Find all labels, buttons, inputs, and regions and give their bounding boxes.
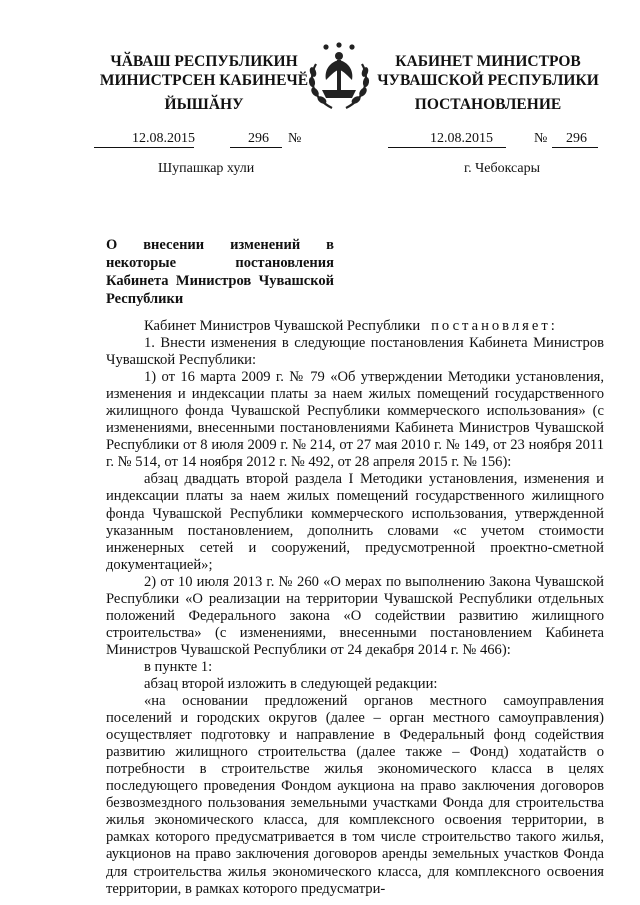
header-left-line-1: ЧӐВАШ РЕСПУБЛИКИН	[110, 53, 298, 70]
intro-text: Кабинет Министров Чувашской Республики	[144, 318, 421, 334]
body-paragraph: «на основании предложений органов местного самоуправления поселений и городских округов (далее – орган местного самоуправления) осуществляет подготовку и направление в Федеральный фонд содействия развитию жилищного строительства (далее также – Фонд) ходатайств о потребности в строительстве жилья экономического класса в целях последующего проведения Фондом аукциона на право заключения договоров безвозмездного пользования земельными участками Фонда для строительства жилья экономического класса, для комплексного освоения территории, в рамках которого предусматривается в том числе строительство такого жилья, аукционов на право заключения договоров аренды земельных участков Фонда для строительства жилья экономического класса, для комплексного освоения территории, в рамках которого предусматри-	[106, 693, 604, 897]
body-paragraph: в пункте 1:	[144, 658, 213, 675]
body-paragraph: 1. Внести изменения в следующие постановления Кабинета Министров Чувашской Республики:	[106, 335, 604, 369]
header-left-line-2: МИНИСТРСЕН КАБИНЕЧӖ	[99, 72, 309, 89]
left-doc-type: ЙЫШӐНУ	[164, 96, 244, 113]
place-left: Шупашкар хули	[158, 161, 255, 176]
body-paragraph: абзац второй изложить в следующей редакции:	[144, 675, 438, 692]
right-no-sign: №	[534, 131, 548, 146]
header-right-line-2: ЧУВАШСКОЙ РЕСПУБЛИКИ	[377, 72, 599, 89]
header-right-line-1: КАБИНЕТ МИНИСТРОВ	[395, 53, 581, 70]
header-left	[88, 52, 320, 90]
intro-paragraph	[106, 318, 604, 335]
right-doc-type: ПОСТАНОВЛЕНИЕ	[414, 96, 562, 113]
right-number: 296	[566, 131, 587, 146]
body-paragraph: абзац двадцать второй раздела I Методики установления, изменения и индексации платы за наем жилых помещений государственного жилищного фонда Чувашской Республики коммерческого использования, утвержденной указанным постановлением, дополнить словами «с учетом стоимости инженерных сетей и сооружений, предусмотренной проектно-сметной документацией»;	[106, 471, 604, 573]
right-date: 12.08.2015	[430, 131, 493, 146]
left-date: 12.08.2015	[132, 131, 195, 146]
intro-verb: постановляет:	[431, 318, 558, 334]
body-paragraph: 1) от 16 марта 2009 г. № 79 «Об утверждении Методики установления, изменения и индексации платы за наем жилых помещений государственного жилищного фонда Чувашской Республики коммерческого использования» (с изменениями, внесенными постановлениями Кабинета Министров Чувашской Республики от 8 июля 2009 г. № 214, от 27 мая 2010 г. № 149, от 23 ноября 2011 г. № 514, от 14 ноября 2012 г. № 492, от 28 апреля 2015 г. № 156):	[106, 369, 604, 471]
left-number: 296	[248, 131, 269, 146]
header-right	[372, 52, 604, 90]
left-no-sign: №	[288, 131, 302, 146]
right-number-row	[388, 131, 600, 149]
body-paragraph: 2) от 10 июля 2013 г. № 260 «О мерах по выполнению Закона Чувашской Республики «О реализации на территории Чувашской Республики отдельных положений Федерального закона «О содействии развитию жилищного строительства» (с изменениями, внесенными постановлением Кабинета Министров Чувашской Республики от 24 декабря 2014 г. № 466):	[106, 573, 604, 658]
left-number-row	[94, 131, 324, 149]
document-body	[106, 318, 604, 898]
document-title: О внесении изменений в некоторые постановления Кабинета Министров Чувашской Республики	[106, 237, 334, 307]
place-right: г. Чебоксары	[464, 161, 541, 176]
